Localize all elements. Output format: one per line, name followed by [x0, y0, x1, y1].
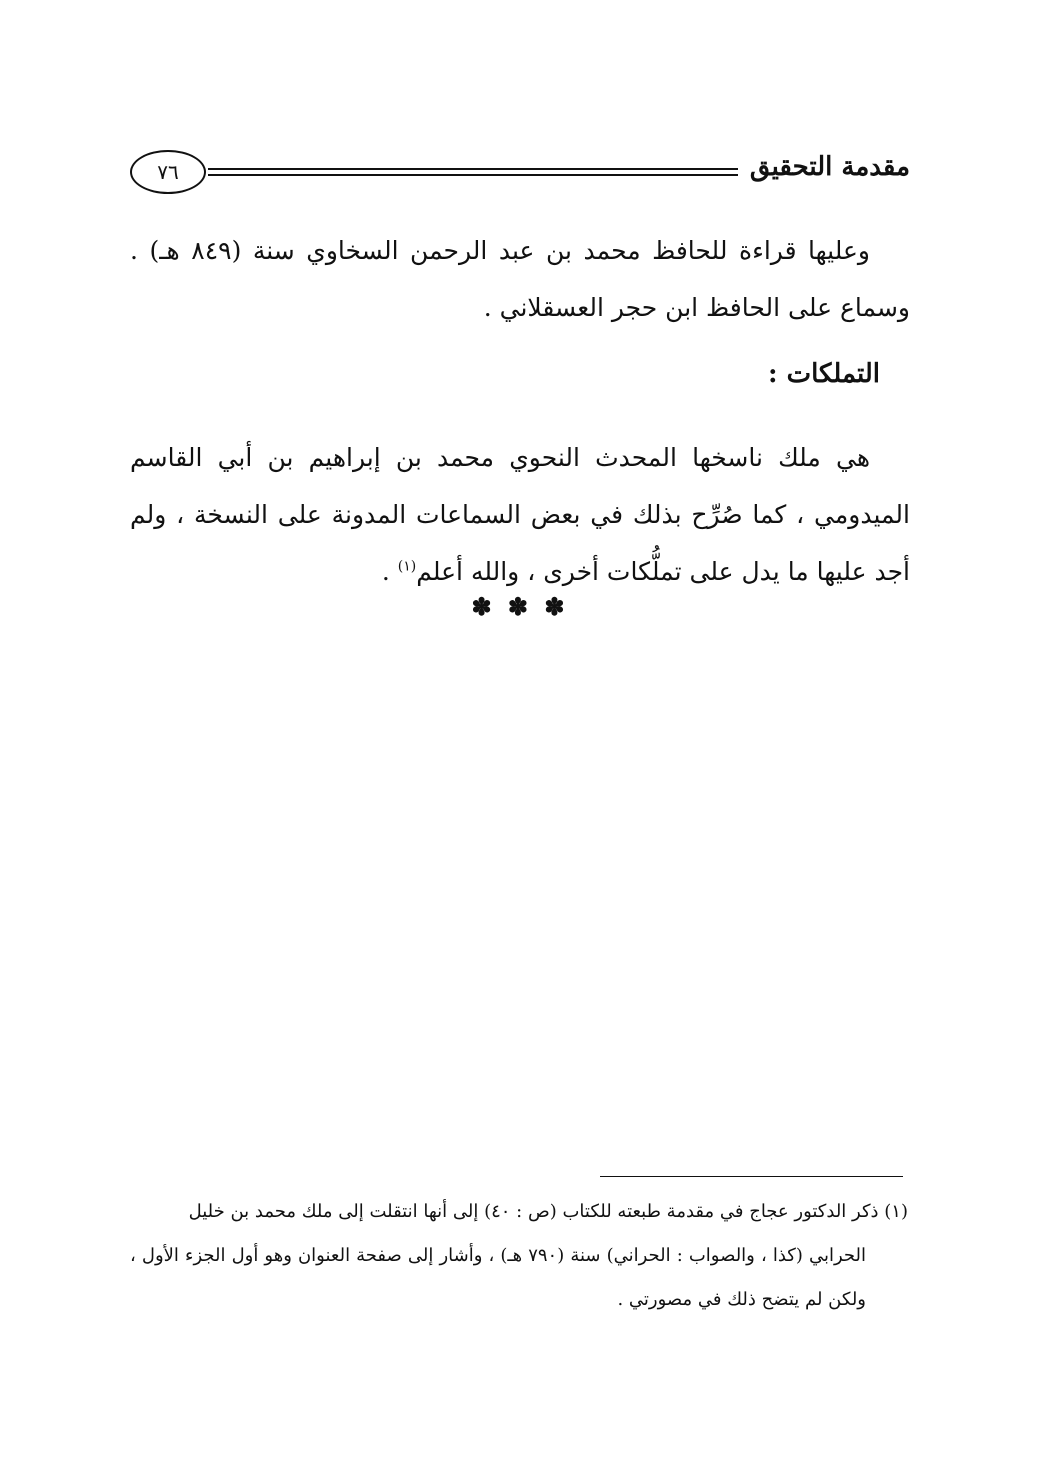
main-text: [130, 222, 910, 600]
header-title: مقدمة التحقيق: [749, 152, 910, 182]
footnote-line-1: (١) ذكر الدكتور عجاج في مقدمة طبعته للكتاب (ص : ٤٠) إلى أنها انتقلت إلى ملك محمد بن خليل: [188, 1201, 908, 1222]
page-header: [130, 150, 910, 198]
page-number: [130, 150, 206, 194]
header-double-rule: [208, 168, 738, 176]
paragraph-ownerships: [130, 429, 910, 600]
footnote-divider: [600, 1176, 903, 1177]
paragraph-ownerships-end: .: [381, 557, 398, 586]
footnote: [130, 1190, 908, 1322]
section-heading-ownerships: التملكات :: [767, 359, 880, 389]
paragraph-readings: وعليها قراءة للحافظ محمد بن عبد الرحمن السخاوي سنة (٨٤٩ هـ) . وسماع على الحافظ ابن حجر العسقلاني .: [130, 236, 910, 322]
footnote-reference: (١): [397, 558, 417, 575]
section-separator-stars: ✽ ✽ ✽: [471, 592, 569, 621]
page-number-text: ٧٦: [157, 160, 179, 184]
footnote-continuation: الحرابي (كذا ، والصواب : الحراني) سنة (٧٩٠ هـ) ، وأشار إلى صفحة العنوان وهو أول الجزء الأول ، ولكن لم يتضح ذلك في مصورتي .: [130, 1245, 866, 1310]
paragraph-ownerships-text: هي ملك ناسخها المحدث النحوي محمد بن إبراهيم بن أبي القاسم الميدومي ، كما صُرِّح بذلك في بعض السماعات المدونة على النسخة ، ولم أجد عليها ما يدل على تملُّكات أخرى ، والله أعلم: [130, 443, 910, 586]
